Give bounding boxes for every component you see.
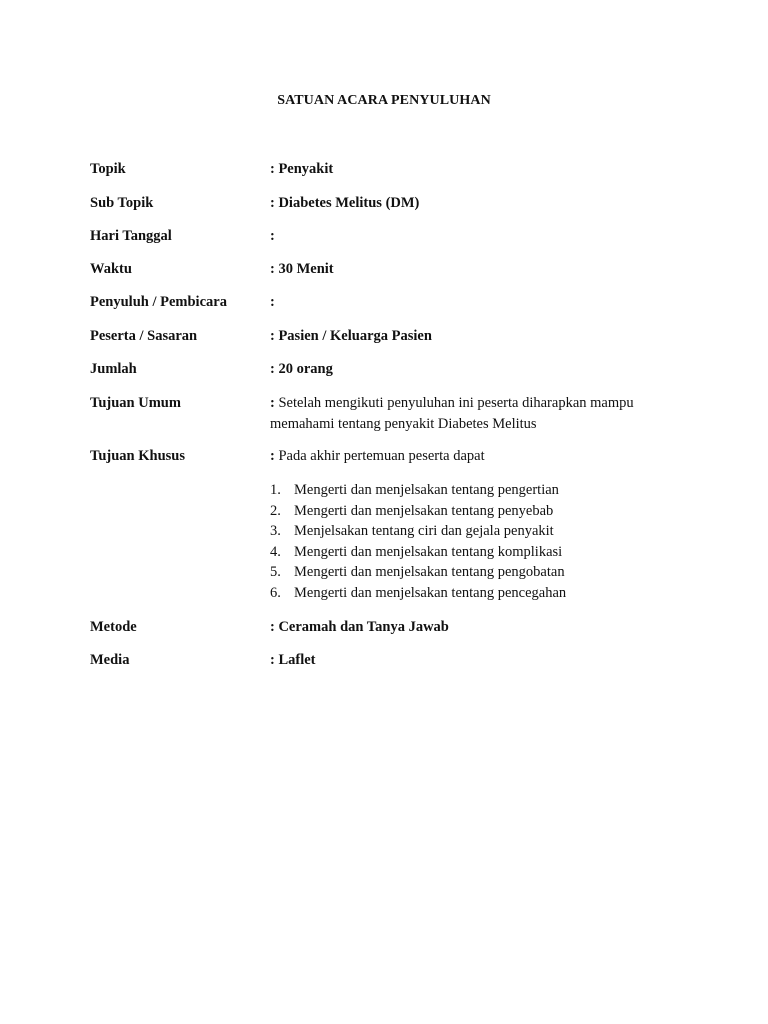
list-number: 1. (270, 482, 281, 498)
document-title: SATUAN ACARA PENYULUHAN (277, 93, 491, 108)
row-value: : 20 orang (270, 361, 333, 377)
list-item-text: Mengerti dan menjelsakan tentang komplikasi (294, 543, 563, 560)
row-label: Media (90, 652, 130, 668)
list-number: 2. (270, 502, 281, 519)
list-item (270, 562, 566, 583)
row-value: : Penyakit (270, 161, 334, 177)
list-item (270, 501, 566, 522)
list-item (270, 521, 566, 542)
list-item (270, 583, 566, 604)
list-item-text: Menjelsakan tentang ciri dan gejala penyakit (294, 523, 554, 539)
list-number: 5. (270, 564, 281, 580)
row-value: : Ceramah dan Tanya Jawab (270, 619, 449, 635)
row-colon: : (270, 448, 275, 464)
row-label: Tujuan Umum (90, 395, 181, 411)
row-value-text: Setelah mengikuti penyuluhan ini peserta diharapkan mampu memahami tentang penyakit Diabetes Melitus (270, 395, 634, 432)
row-label: Jumlah (90, 361, 137, 377)
row-value: : Diabetes Melitus (DM) (270, 195, 420, 211)
row-label: Metode (90, 619, 137, 635)
list-number: 3. (270, 523, 281, 539)
row-value-text: Pada akhir pertemuan peserta dapat (274, 448, 485, 464)
row-colon: : (270, 395, 275, 411)
list-item (270, 480, 566, 501)
row-value: : 30 Menit (270, 261, 334, 277)
row-label: Tujuan Khusus (90, 448, 185, 464)
row-label: Waktu (90, 261, 132, 277)
list-item (270, 542, 566, 563)
row-label: Peserta / Sasaran (90, 328, 198, 344)
row-value (270, 393, 680, 435)
list-item-text: Mengerti dan menjelsakan tentang pengertian (294, 482, 559, 498)
row-label: Sub Topik (90, 195, 154, 211)
row-value: : (270, 228, 275, 244)
row-value: : Pasien / Keluarga Pasien (270, 328, 432, 344)
row-value (270, 446, 680, 467)
row-label: Hari Tanggal (90, 228, 172, 244)
row-value: : (270, 294, 275, 310)
list-number: 6. (270, 584, 281, 601)
list-number: 4. (270, 543, 281, 560)
list-item-text: Mengerti dan menjelsakan tentang pencegahan (294, 584, 567, 601)
objectives-list (270, 480, 566, 603)
row-label: Penyuluh / Pembicara (90, 294, 227, 310)
list-item-text: Mengerti dan menjelsakan tentang penyebab (294, 502, 554, 519)
row-value: : Laflet (270, 652, 316, 668)
row-label: Topik (90, 161, 126, 177)
list-item-text: Mengerti dan menjelsakan tentang pengobatan (294, 564, 565, 580)
